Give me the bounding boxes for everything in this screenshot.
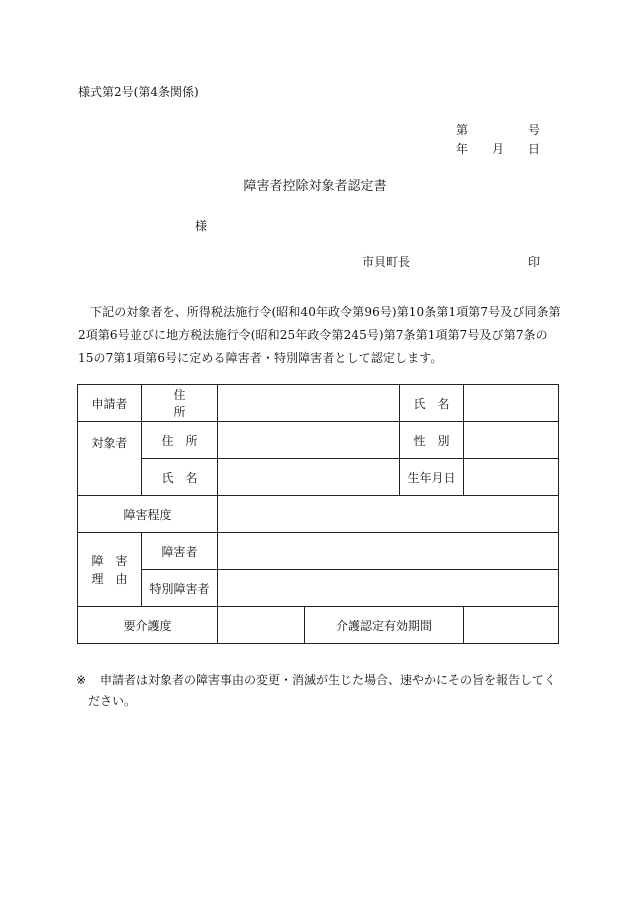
recipient-suffix: 様 [195,219,208,233]
disabled-field[interactable] [218,533,559,570]
disability-reason-label [78,533,142,607]
table-row [78,385,559,422]
table-row [78,459,559,496]
care-level-field[interactable] [218,607,305,644]
subject-gender-label: 性 別 [400,422,464,459]
note-line2: ださい。 [88,694,137,708]
care-validity-field[interactable] [464,607,559,644]
disability-degree-field[interactable] [218,496,559,533]
date-day: 日 [528,142,541,156]
table-row [78,422,559,459]
subject-birthdate-field[interactable] [464,459,559,496]
disability-reason-label-line1: 障 害 [91,553,128,568]
table-row [78,533,559,570]
subject-address-label: 住 所 [142,422,218,459]
table-row [78,496,559,533]
note-line1: 申請者は対象者の障害事由の変更・消滅が生じた場合、速やかにその旨を報告してく [100,673,557,687]
care-validity-label: 介護認定有効期間 [305,607,464,644]
note [76,670,562,712]
certificate-table [77,384,559,644]
date-month: 月 [492,142,505,156]
body-text: 下記の対象者を、所得税法施行令(昭和40年政令第96号)第10条第1項第7号及び同条第2項第6号並びに地方税法施行令(昭和25年政令第245号)第7条第1項第7号及び第7条の15の7第1項第6号に定める障害者・特別障害者として認定します。 [78,305,561,365]
table-row [78,570,559,607]
applicant-name-field[interactable] [464,385,559,422]
applicant-address-label: 住 所 [142,385,218,422]
subject-name-label: 氏 名 [142,459,218,496]
subject-address-field[interactable] [218,422,400,459]
document-number-suffix: 号 [528,123,541,137]
issuer-name: 市貝町長 [362,255,411,269]
subject-gender-field[interactable] [464,422,559,459]
table-row [78,607,559,644]
date-year: 年 [456,142,469,156]
applicant-label: 申請者 [78,385,142,422]
applicant-name-label: 氏 名 [400,385,464,422]
special-disabled-field[interactable] [218,570,559,607]
note-mark: ※ [76,673,87,687]
special-disabled-label: 特別障害者 [142,570,218,607]
document-title: 障害者控除対象者認定書 [243,179,387,194]
subject-name-field[interactable] [218,459,400,496]
document-number-prefix: 第 [456,123,469,137]
subject-birthdate-label: 生年月日 [400,459,464,496]
subject-label: 対象者 [78,422,142,496]
care-level-label: 要介護度 [78,607,218,644]
form-number: 様式第2号(第4条関係) [78,85,199,99]
disabled-label: 障害者 [142,533,218,570]
disability-degree-label: 障害程度 [78,496,218,533]
seal-mark: 印 [528,255,541,269]
disability-reason-label-line2: 理 由 [91,571,128,586]
applicant-address-field[interactable] [218,385,400,422]
